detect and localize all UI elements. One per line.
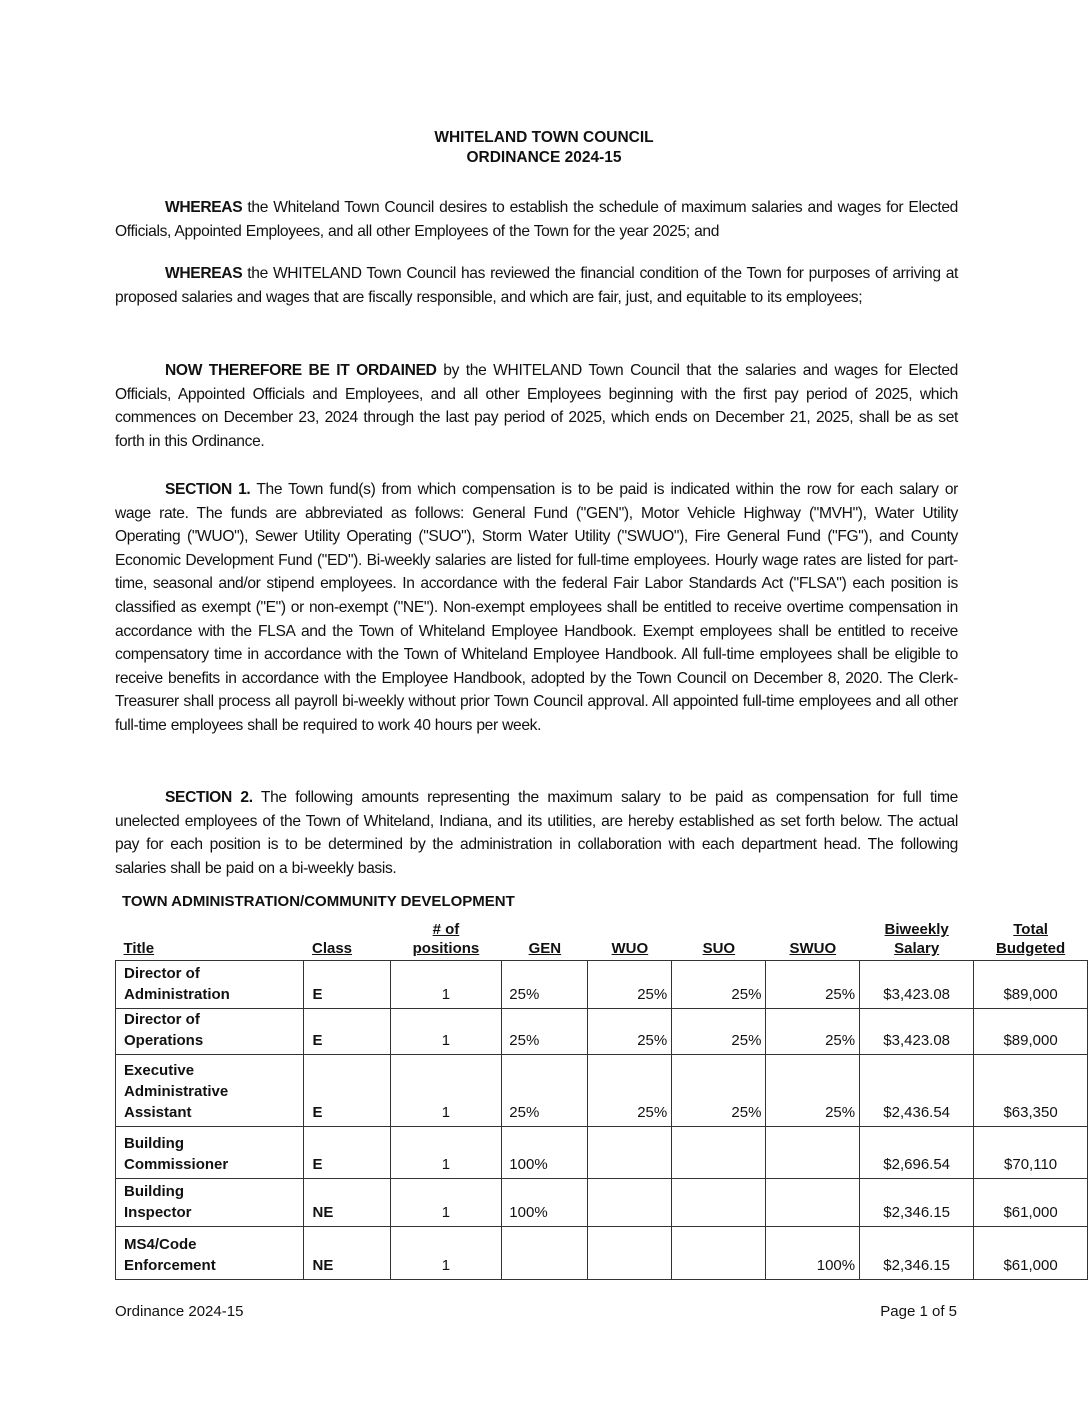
cell-wuo <box>588 1127 672 1179</box>
cell-title: Building Commissioner <box>116 1127 304 1179</box>
cell-wuo: 25% <box>588 961 672 1009</box>
cell-class: E <box>304 1009 390 1055</box>
cell-positions: 1 <box>390 961 502 1009</box>
cell-wuo: 25% <box>588 1055 672 1127</box>
paragraph-lead: SECTION 2. <box>165 789 253 806</box>
table-row <box>116 961 1088 1009</box>
cell-salary: $3,423.08 <box>860 961 974 1009</box>
cell-gen: 25% <box>502 1009 588 1055</box>
cell-salary: $2,346.15 <box>860 1227 974 1280</box>
cell-title: Executive Administrative Assistant <box>116 1055 304 1127</box>
cell-swuo <box>766 1127 860 1179</box>
ordained-paragraph <box>115 359 958 453</box>
cell-suo: 25% <box>672 961 766 1009</box>
cell-swuo: 25% <box>766 1009 860 1055</box>
table-row <box>116 1009 1088 1055</box>
cell-positions: 1 <box>390 1009 502 1055</box>
section-1-paragraph <box>115 478 958 738</box>
cell-gen: 25% <box>502 1055 588 1127</box>
cell-salary: $2,696.54 <box>860 1127 974 1179</box>
cell-total: $61,000 <box>974 1227 1088 1280</box>
cell-gen: 25% <box>502 961 588 1009</box>
cell-suo <box>672 1179 766 1227</box>
header-positions: # of positions <box>412 921 480 957</box>
cell-class: E <box>304 961 390 1009</box>
paragraph-text: The following amounts representing the maximum salary to be paid as compensation for full time unelected employees of the Town of Whiteland, Indiana, and its utilities, are hereby established as set forth below. The actual pay for each position is to be determined by the administration in collaboration with each department head. The following salaries shall be paid on a bi-weekly basis. <box>115 789 959 877</box>
paragraph-text: The Town fund(s) from which compensation is to be paid is indicated within the row for each salary or wage rate. The funds are abbreviated as follows: General Fund ("GEN"), Motor Vehicle Highway ("MVH"), Water Utility Operating ("WUO"), Sewer Utility Operating ("SUO"), Storm Water Utility ("SWUO"), Fire General Fund ("FG"), and County Economic Development Fund ("ED"). Bi-weekly salaries are listed for full-time employees. Hourly wage rates are listed for part-time, seasonal and/or stipend employees. In accordance with the federal Fair Labor Standards Act ("FLSA") each position is classified as exempt ("E") or non-exempt ("NE"). Non-exempt employees shall be entitled to receive overtime compensation in accordance with the FLSA and the Town of Whiteland Employee Handbook. Exempt employees shall be entitled to receive compensatory time in accordance with the Town of Whiteland Employee Handbook. All full-time employees shall be eligible to receive benefits in accordance with the Employee Handbook, adopted by the Town Council on December 8, 2020. The Clerk-Treasurer shall process all payroll bi-weekly without prior Town Council approval. All appointed full-time employees and all other full-time employees shall be required to work 40 hours per week. <box>115 481 959 734</box>
cell-salary: $2,346.15 <box>860 1179 974 1227</box>
paragraph-text: by the WHITELAND Town Council that the salaries and wages for Elected Officials, Appointed Officials and Employees, and all other Employees beginning with the first pay period of 2025, which commences on December 23, 2024 through the last pay period of 2025, which ends on December 21, 2025, shall be as set forth in this Ordinance. <box>115 362 958 450</box>
cell-class: E <box>304 1127 390 1179</box>
cell-swuo: 100% <box>766 1227 860 1280</box>
table-section-title: TOWN ADMINISTRATION/COMMUNITY DEVELOPMENT <box>122 893 515 910</box>
paragraph-lead: NOW THEREFORE BE IT ORDAINED <box>165 362 437 379</box>
cell-salary: $2,436.54 <box>860 1055 974 1127</box>
cell-total: $63,350 <box>974 1055 1088 1127</box>
cell-total: $70,110 <box>974 1127 1088 1179</box>
cell-positions: 1 <box>390 1227 502 1280</box>
table-row <box>116 1227 1088 1280</box>
cell-wuo: 25% <box>588 1009 672 1055</box>
cell-positions: 1 <box>390 1055 502 1127</box>
cell-wuo <box>588 1179 672 1227</box>
header-gen: GEN <box>528 940 562 957</box>
cell-class: NE <box>304 1179 390 1227</box>
table-row <box>116 1127 1088 1179</box>
cell-gen: 100% <box>502 1127 588 1179</box>
paragraph-text: the WHITELAND Town Council has reviewed the financial condition of the Town for purposes of arriving at proposed salaries and wages that are fiscally responsible, and which are fair, just, and equitable to its employees; <box>115 265 958 306</box>
cell-positions: 1 <box>390 1179 502 1227</box>
paragraph-text: the Whiteland Town Council desires to establish the schedule of maximum salaries and wages for Elected Officials, Appointed Employees, and all other Employees of the Town for the year 2025; and <box>115 199 958 240</box>
cell-wuo <box>588 1227 672 1280</box>
cell-suo <box>672 1227 766 1280</box>
header-salary: Biweekly Salary <box>884 921 949 957</box>
cell-class: NE <box>304 1227 390 1280</box>
cell-gen: 100% <box>502 1179 588 1227</box>
paragraph-lead: WHEREAS <box>165 199 243 216</box>
table-header-row <box>116 918 1088 961</box>
cell-total: $61,000 <box>974 1179 1088 1227</box>
cell-title: Building Inspector <box>116 1179 304 1227</box>
cell-suo: 25% <box>672 1009 766 1055</box>
section-2-paragraph <box>115 786 958 880</box>
cell-positions: 1 <box>390 1127 502 1179</box>
table-row <box>116 1179 1088 1227</box>
cell-suo: 25% <box>672 1055 766 1127</box>
cell-salary: $3,423.08 <box>860 1009 974 1055</box>
header-suo: SUO <box>702 940 736 957</box>
cell-class: E <box>304 1055 390 1127</box>
header-class: Class <box>311 940 353 957</box>
cell-title: Director of Administration <box>116 961 304 1009</box>
header-swuo: SWUO <box>789 940 837 957</box>
council-heading: WHITELAND TOWN COUNCIL <box>434 129 654 146</box>
cell-total: $89,000 <box>974 961 1088 1009</box>
header-wuo: WUO <box>611 940 649 957</box>
footer-page-number: Page 1 of 5 <box>880 1303 957 1320</box>
cell-title: Director of Operations <box>116 1009 304 1055</box>
paragraph-lead: SECTION 1. <box>165 481 251 498</box>
cell-title: MS4/Code Enforcement <box>116 1227 304 1280</box>
paragraph-lead: WHEREAS <box>165 265 243 282</box>
header-total: Total Budgeted <box>996 921 1066 957</box>
table-row <box>116 1055 1088 1127</box>
cell-swuo: 25% <box>766 1055 860 1127</box>
footer-ordinance-label: Ordinance 2024-15 <box>115 1303 244 1320</box>
whereas-paragraph-1 <box>115 196 958 243</box>
cell-swuo: 25% <box>766 961 860 1009</box>
header-title: Title <box>123 940 155 957</box>
salary-table <box>115 918 1088 1280</box>
cell-total: $89,000 <box>974 1009 1088 1055</box>
cell-swuo <box>766 1179 860 1227</box>
cell-suo <box>672 1127 766 1179</box>
whereas-paragraph-2 <box>115 262 958 309</box>
ordinance-heading: ORDINANCE 2024-15 <box>466 149 622 166</box>
cell-gen <box>502 1227 588 1280</box>
